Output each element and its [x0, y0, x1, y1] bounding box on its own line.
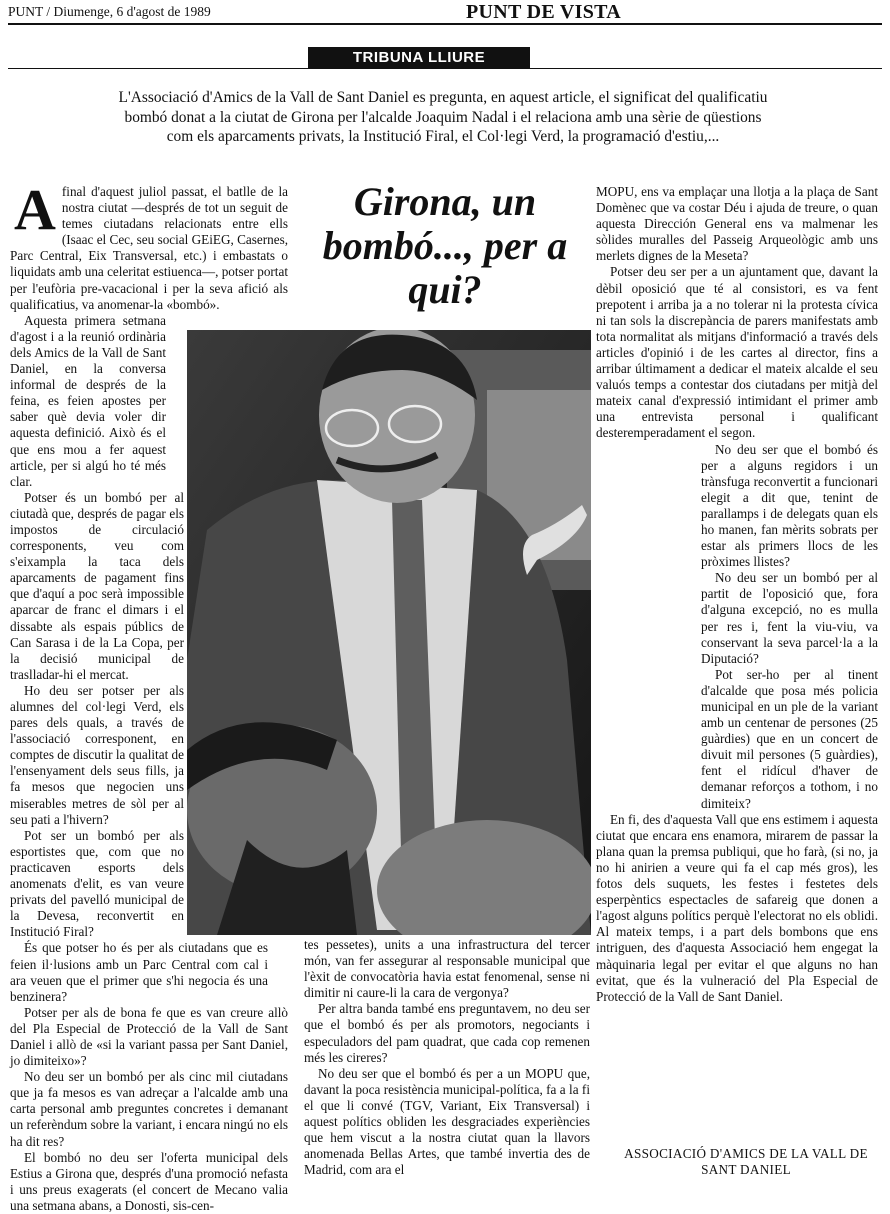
paragraph: Pot ser-ho per al tinent d'alcalde que posa més policia municipal en un ple de la variant amb un centenar de persones (25 guàrdies) que en un concert de divuit mil persones (5 guàrdies), fent el ridícul d'haver de demanar reforços a tothom, i no dimiteix? [701, 666, 878, 811]
photo-illustration [187, 330, 591, 935]
paragraph: MOPU, ens va emplaçar una llotja a la plaça de Sant Domènec que va costar Déu i ajuda de treure, o quan aquesta Dirección General ens va malmenar les sòlides muralles del Passeig Arqueològic amb uns merlets dignes de la Meseta? [596, 184, 878, 264]
paragraph: En fi, des d'aquesta Vall que ens estimem i aquesta ciutat que encara ens enamora, mirarem de passar la plana quan la premsa publiqui, que ho farà, (si no, ja no hi anirien a veure qui fa el cap més gros), les fotos dels suquets, les festes i festetes dels esperpèntics espectacles de safareig que donen a l'agost alguns polítics perquè l'electorat no els oblidi. Al mateix temps, i a part dels bombons que ens intriguen, des d'aquesta Associació hem engegat la màquinaria legal per evitar el que alguns no han evitat, que és la vulneració del Pla Especial de Protecció de la Vall de Sant Daniel. [596, 811, 878, 1004]
paragraph: Aquesta primera setmana d'agost i a la reunió ordinària dels Amics de la Vall de Sant Daniel, en la conversa informal de després de la feina, es feien apostes per saber què devia voler dir aquesta definició. Això és el que ens mou a fer aquest article, per si algú ho té més clar. [10, 312, 166, 489]
paragraph: No deu ser un bombó per al partit de l'oposició que, fora d'alguna excepció, no es mulla per res i, fent la viu-viu, va conservant la seva parcel·la a la Diputació? [701, 570, 878, 666]
drop-cap: A [14, 177, 56, 242]
paragraph: Potser per als de bona fe que es van creure allò del Pla Especial de Protecció de la Vall de Sant Daniel i allò de «si la variant passa per Sant Daniel, jo dimiteixo»? [10, 1004, 288, 1069]
paragraph: Ho deu ser potser per als alumnes del col·legi Verd, els pares dels quals, a través de l'associació corresponent, en comptes de discutir la qualitat de l'ensenyament dels seus fills, ja fa mesos que negocien uns miserables metres de sòl per al seu pati a l'hivern? [10, 682, 184, 827]
paragraph: El bombó no deu ser l'oferta municipal dels Estius a Girona que, després d'una promoció nefasta i uns preus exagerats (el concert de Mecano valia una setmana abans, a Donosti, sis-cen- [10, 1149, 288, 1213]
paragraph: No deu ser un bombó per als cinc mil ciutadans que ja fa mesos es van adreçar a l'alcalde amb una carta personal amb preguntes concretes i demanant un referèndum sobre la variant, i encara ningú no els ha dit res? [10, 1069, 288, 1149]
article-intro: L'Associació d'Amics de la Vall de Sant Daniel es pregunta, en aquest article, el significat del qualificatiu bombó donat a la ciutat de Girona per l'alcalde Joaquim Nadal i el relaciona amb una sèrie de qüestions com els aparcaments privats, la Institució Firal, el Col·legi Verd, la programació d'estiu,... [118, 89, 768, 145]
paragraph: Potser deu ser per a un ajuntament que, davant la dèbil oposició que té al consistori, es va fent prepotent i arriba ja a no tolerar ni la protesta cívica ni tan sols la discrepància de parers manifestats amb tota normalitat als mitjans d'informació a través dels articles d'opinió i de les cartes al director, fins a arribar últimament a dedicar el mateix alcalde el seu valuós temps a contestar dos ciutadans per mitjà del mateix canal d'expressió intimidant el primer amb una entrevista personal i qualificant desteremperadament el segon. [596, 264, 878, 441]
paragraph: Per altra banda també ens preguntavem, no deu ser que el bombó és per als promotors, negociants i especuladors del pam quadrat, que cada cop remenen més les cireres? [304, 1001, 590, 1065]
paragraph: No deu ser que el bombó és per a un MOPU que, davant la poca resistència municipal-política, fa a la fi el que li convé (TGV, Variant, Eix Transversal) i aquest polítics obliden les desgraciades experiències que hem viscut a la nostra ciutat quan la llavors anomenada Bellas Artes, que també invertia des de Madrid, com ara el [304, 1065, 590, 1178]
header-issue-date: PUNT / Diumenge, 6 d'agost de 1989 [8, 4, 211, 19]
article-column-3 [596, 184, 878, 1005]
paragraph: Potser és un bombó per al ciutadà que, després de pagar els impostos de circulació corresponents, veu com s'eixampla la taca dels aparcaments de pagament fins que d'aquí a poc serà impossible aparcar de franc el dimars i el dissabte als espais públics de Can Sarasa i de la La Copa, per la decisió municipal de traslladar-hi el mercat. [10, 489, 184, 682]
header-rule [8, 23, 882, 25]
paragraph: Pot ser un bombó per als esportistes que, com que no practicaven esports dels anomenats d'elit, es van veure privats del pavelló municipal de la Devesa, reconvertit en Institució Firal? [10, 827, 184, 940]
paragraph: No deu ser que el bombó és per a alguns regidors i un trànsfuga reconvertit a funcionari elegit a dit que, tenint de parallamps i de delegats quan els ho manen, fan mèrits sobrats per estar als primers llocs de les pròximes llistes? [701, 441, 878, 570]
paragraph: És que potser ho és per als ciutadans que es feien il·lusions amb un Parc Central com cal i ara veuen que el primer que s'hi negocia és una benzinera? [10, 940, 268, 1004]
paragraph: tes pessetes), units a una infrastructura del tercer món, van fer assegurar al responsable municipal que l'èxit de convocatòria havia estat fenomenal, sense ni dimitir ni caure-li la cara de vergonya? [304, 937, 590, 1001]
article-signature: ASSOCIACIÓ D'AMICS DE LA VALL DE SANT DANIEL [624, 1146, 868, 1177]
header-section-title: PUNT DE VISTA [466, 1, 622, 23]
paragraph-1-text: final d'aquest juliol passat, el batlle de la nostra ciutat —després de tot un seguit de temes ciutadans relacionats entre ells (Isaac el Cec, seu social GEiEG, Casernes, Parc Central, Eix Transversal, etc.) i embastats o liquidats amb una celeritat estiuenca—, potser portat per l'eufòria pre-vacacional i per la seva afició als qualificatius, va anomenar-la «bombó». [10, 184, 288, 312]
article-photo [187, 330, 591, 935]
paragraph-1 [10, 177, 288, 313]
section-label: TRIBUNA LLIURE [308, 47, 530, 69]
article-headline: Girona, un bombó..., per a qui? [322, 179, 568, 312]
article-column-2 [304, 937, 590, 1178]
